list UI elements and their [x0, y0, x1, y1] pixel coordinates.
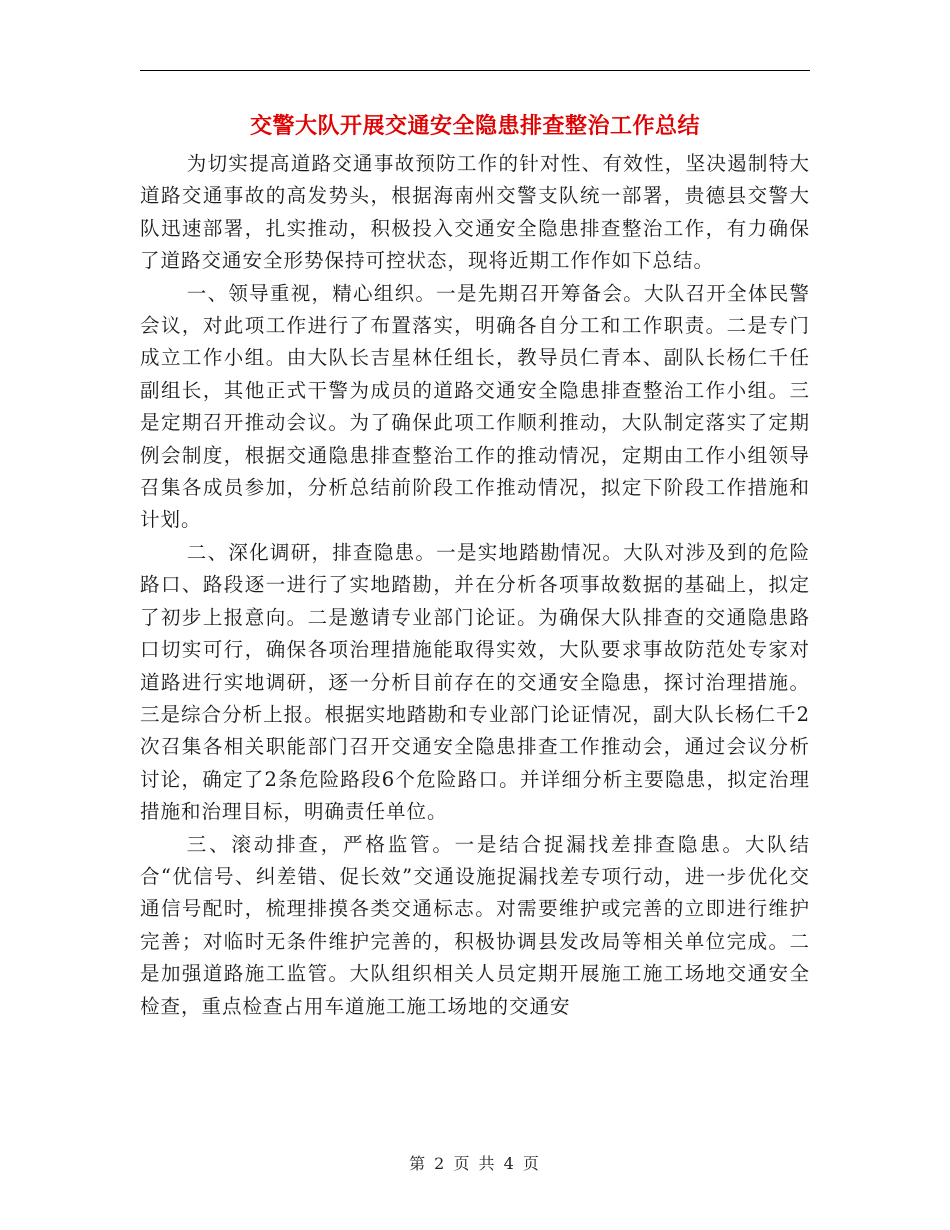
paragraph-section-1: 一、领导重视，精心组织。一是先期召开筹备会。大队召开全体民警会议，对此项工作进行了布置落实，明确各自分工和工作职责。二是专门成立工作小组。由大队长吉星林任组长，教导员仁青本、副队长杨仁千任副组长，其他正式干警为成员的道路交通安全隐患排查整治工作小组。三是定期召开推动会议。为了确保此项工作顺利推动，大队制定落实了定期例会制度，根据交通隐患排查整治工作的推动情况，定期由工作小组领导召集各成员参加，分析总结前阶段工作推动情况，拟定下阶段工作措施和计划。: [140, 281, 810, 532]
page-number-footer: 第 2 页 共 4 页: [409, 1154, 541, 1173]
document-body: [140, 148, 810, 1023]
paragraph-intro: 为切实提高道路交通事故预防工作的针对性、有效性，坚决遏制特大道路交通事故的高发势头，根据海南州交警支队统一部署，贵德县交警大队迅速部署，扎实推动，积极投入交通安全隐患排查整治工作，有力确保了道路交通安全形势保持可控状态，现将近期工作作如下总结。: [140, 152, 810, 273]
document-title: 交警大队开展交通安全隐患排查整治工作总结: [249, 113, 700, 139]
header-rule: [140, 70, 810, 71]
paragraph-section-3: 三、滚动排查，严格监管。一是结合捉漏找差排查隐患。大队结合“优信号、纠差错、促长效”交通设施捉漏找差专项行动，进一步优化交通信号配时，梳理排摸各类交通标志。对需要维护或完善的立即进行维护完善；对临时无条件维护完善的，积极协调县发改局等相关单位完成。二是加强道路施工监管。大队组织相关人员定期开展施工施工场地交通安全检查，重点检查占用车道施工施工场地的交通安: [140, 832, 810, 1018]
paragraph-section-2: 二、深化调研，排查隐患。一是实地踏勘情况。大队对涉及到的危险路口、路段逐一进行了实地踏勘，并在分析各项事故数据的基础上，拟定了初步上报意向。二是邀请专业部门论证。为确保大队排查的交通隐患路口切实可行，确保各项治理措施能取得实效，大队要求事故防范处专家对道路进行实地调研，逐一分析目前存在的交通安全隐患，探讨治理措施。三是综合分析上报。根据实地踏勘和专业部门论证情况，副大队长杨仁千2次召集各相关职能部门召开交通安全隐患排查工作推动会，通过会议分析讨论，确定了2条危险路段6个危险路口。并详细分析主要隐患，拟定治理措施和治理目标，明确责任单位。: [140, 540, 810, 824]
